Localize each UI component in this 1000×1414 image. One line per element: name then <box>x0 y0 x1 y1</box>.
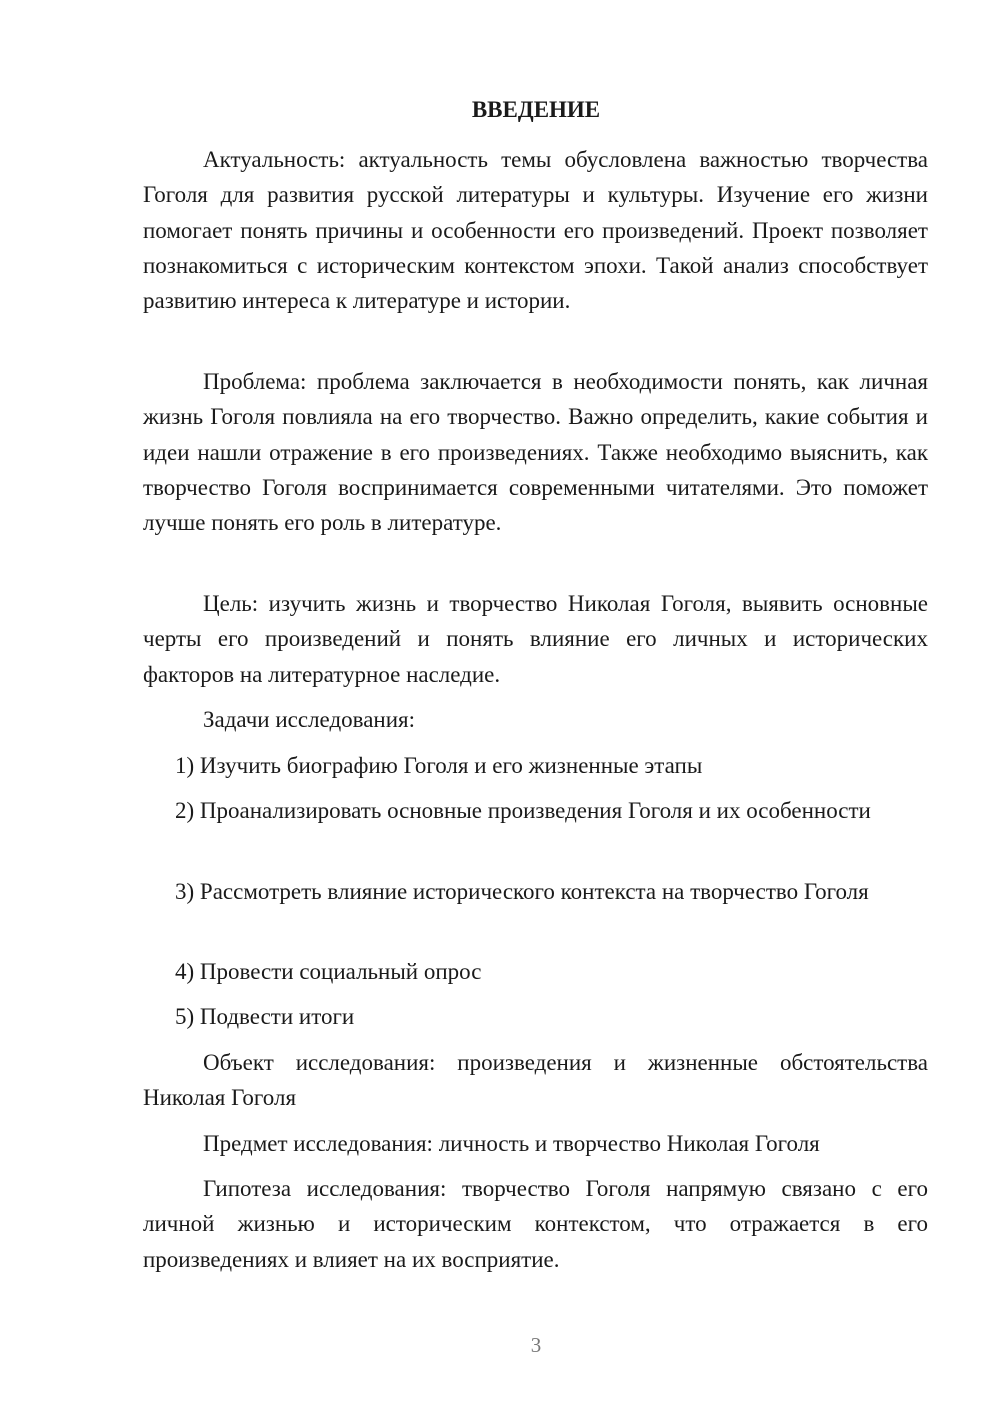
task-item: 5) Подвести итоги <box>175 1004 355 1029</box>
task-item: 1) Изучить биографию Гоголя и его жизненные этапы <box>175 753 703 778</box>
paragraph-subject: Предмет исследования: личность и творчество Николая Гоголя <box>203 1131 820 1156</box>
paragraph-problem: Проблема: проблема заключается в необходимости понять, как личная жизнь Гоголя повлияла на его творчество. Важно определить, какие события и идеи нашли отражение в его произведениях. Также необходимо выяснить, как творчество Гоголя воспринимается современными читателями. Это поможет лучше понять его роль в литературе. <box>143 369 928 536</box>
task-item: 4) Провести социальный опрос <box>175 959 482 984</box>
page-number: 3 <box>530 1333 542 1357</box>
paragraph-goal: Цель: изучить жизнь и творчество Николая Гоголя, выявить основные черты его произведений и понять влияние его личных и исторических факторов на литературное наследие. <box>143 591 928 687</box>
paragraph-relevance: Актуальность: актуальность темы обусловлена важностью творчества Гоголя для развития русской литературы и культуры. Изучение его жизни помогает понять причины и особенности его произведений. Проект позволяет познакомиться с историческим контекстом эпохи. Такой анализ способствует развитию интереса к литературе и истории. <box>143 147 928 314</box>
task-item: 3) Рассмотреть влияние исторического контекста на творчество Гоголя <box>175 879 869 904</box>
tasks-heading: Задачи исследования: <box>203 707 416 732</box>
paragraph-hypothesis: Гипотеза исследования: творчество Гоголя напрямую связано с его личной жизнью и историческим контекстом, что отражается в его произведениях и влияет на их восприятие. <box>143 1176 928 1272</box>
paragraph-object: Объект исследования: произведения и жизненные обстоятельства Николая Гоголя <box>143 1050 928 1111</box>
section-title: ВВЕДЕНИЕ <box>471 97 601 122</box>
task-item: 2) Проанализировать основные произведения Гоголя и их особенности <box>175 798 871 823</box>
